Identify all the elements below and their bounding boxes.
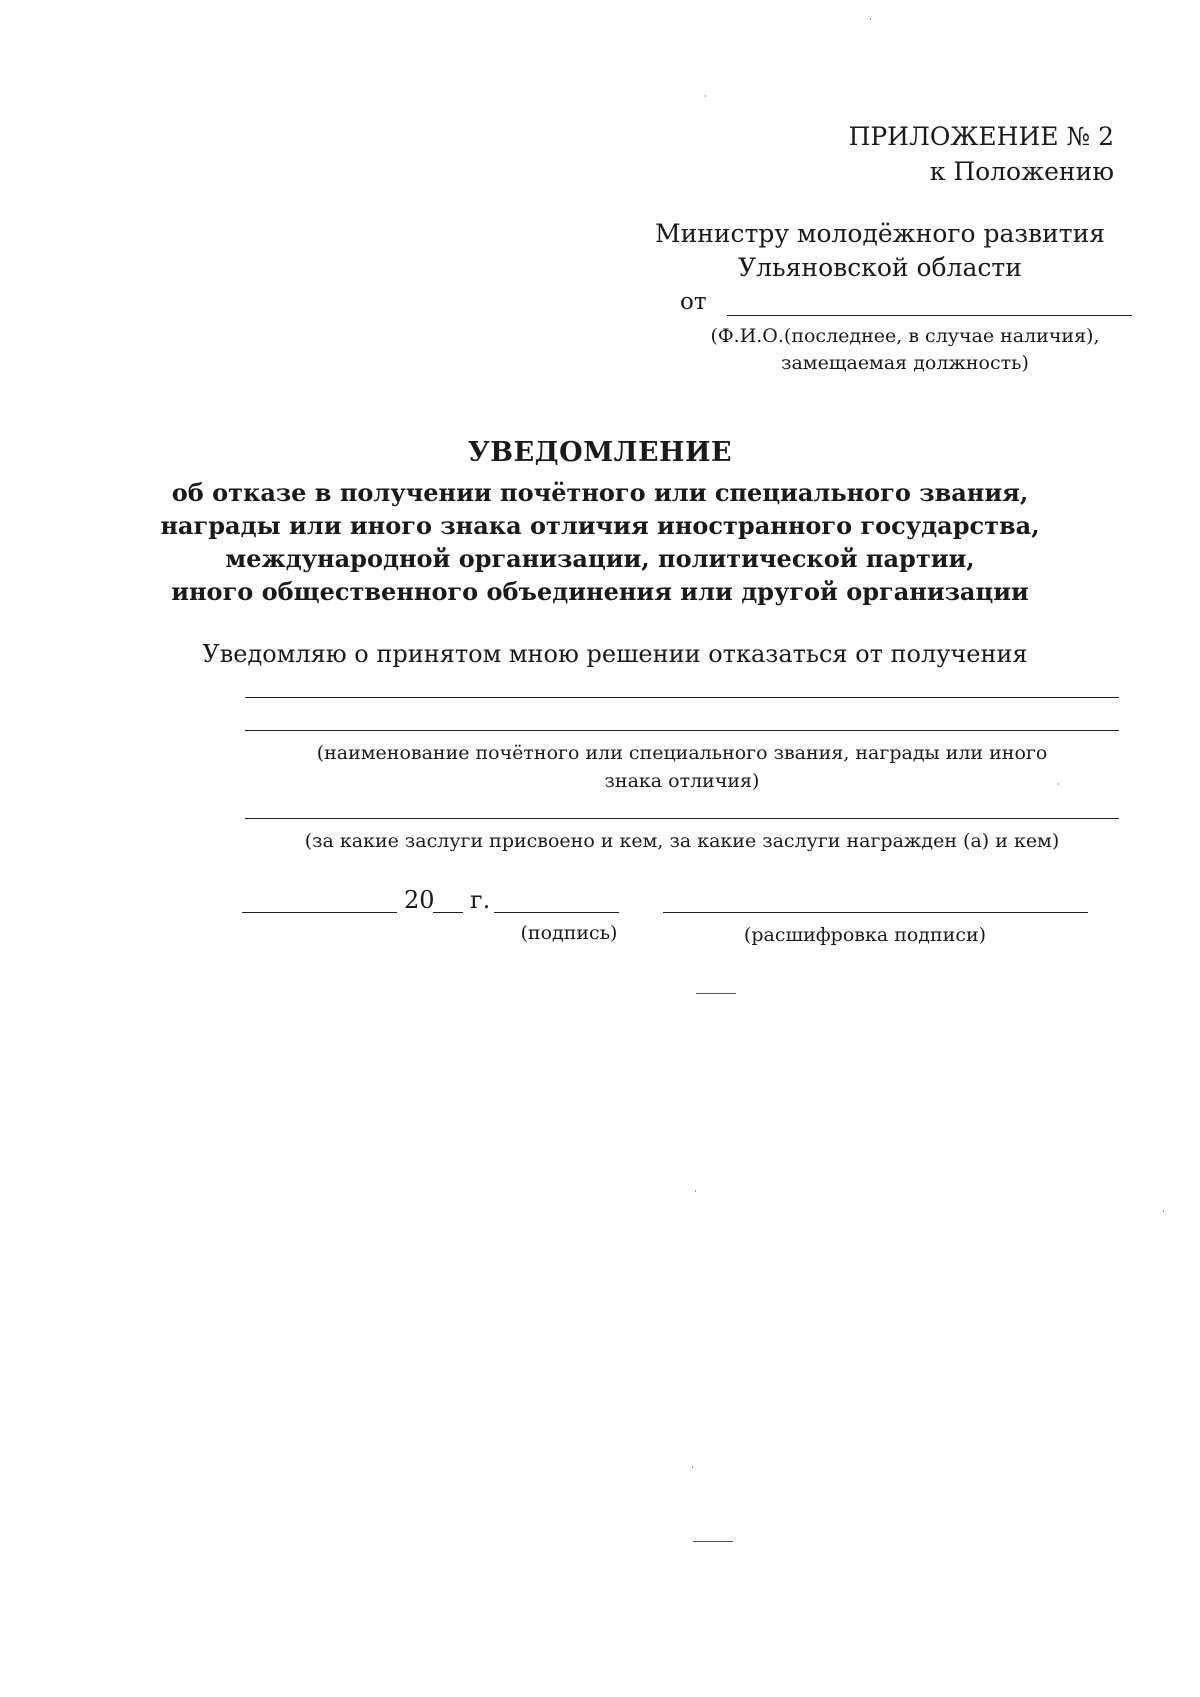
date-field[interactable] <box>242 912 397 913</box>
from-name-field[interactable] <box>727 315 1132 316</box>
year-field[interactable] <box>433 912 463 913</box>
addressee-line-2: Ульяновской области <box>738 253 1022 282</box>
award-name-field-line-1[interactable] <box>245 697 1119 698</box>
from-label: от <box>680 289 707 315</box>
award-hint-line-2: знака отличия) <box>604 770 760 792</box>
signature-hint: (подпись) <box>520 922 618 944</box>
award-hint-line-1: (наименование почётного или специального звания, награды или иного <box>316 742 1048 764</box>
document-subtitle-line-3: международной организации, политической партии, <box>225 544 975 573</box>
from-hint-line-2: замещаемая должность) <box>781 352 1029 374</box>
year-prefix: 20 <box>404 886 435 914</box>
appendix-subtitle: к Положению <box>929 157 1114 186</box>
merits-field[interactable] <box>245 818 1119 819</box>
award-name-field-line-2[interactable] <box>245 730 1119 731</box>
appendix-title: ПРИЛОЖЕНИЕ № 2 <box>848 122 1114 151</box>
merits-hint: (за какие заслуги присвоено и кем, за какие заслуги награжден (а) и кем) <box>304 830 1060 852</box>
scan-speck <box>705 95 706 97</box>
separator-dash <box>696 993 736 994</box>
document-subtitle-line-2: награды или иного знака отличия иностранного государства, <box>160 511 1040 540</box>
notification-text: Уведомляю о принятом мною решении отказаться от получения <box>202 640 1028 668</box>
signature-decoding-hint: (расшифровка подписи) <box>743 924 987 946</box>
document-title: УВЕДОМЛЕНИЕ <box>467 437 733 468</box>
from-hint-line-1: (Ф.И.О.(последнее, в случае наличия), <box>710 325 1100 347</box>
year-suffix: г. <box>470 886 491 914</box>
signature-field[interactable] <box>494 912 619 913</box>
separator-dash <box>693 1541 733 1542</box>
addressee-line-1: Министру молодёжного развития <box>654 219 1106 248</box>
scan-speck <box>695 1190 696 1192</box>
scan-speck <box>1163 1210 1164 1212</box>
signature-decoding-field[interactable] <box>663 912 1088 913</box>
document-subtitle-line-4: иного общественного объединения или другой организации <box>171 577 1029 606</box>
scan-speck <box>692 1466 693 1468</box>
scan-speck <box>1058 783 1059 785</box>
scan-speck <box>870 18 871 20</box>
document-subtitle-line-1: об отказе в получении почётного или специального звания, <box>171 478 1029 507</box>
